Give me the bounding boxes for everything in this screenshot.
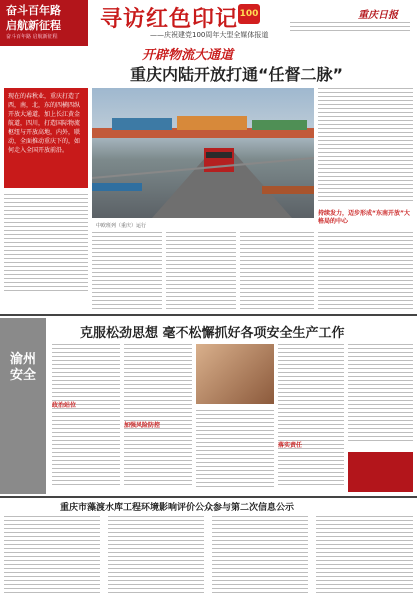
photo-caption: 中欧班列（重庆）运行 xyxy=(96,223,147,229)
slogan-line1: 奋斗百年路 xyxy=(6,4,61,17)
slogan-line2: 启航新征程 xyxy=(6,19,61,32)
slogan-sub: 奋斗百年路 启航新征程 xyxy=(6,34,58,40)
article1-kicker: 开辟物流大通道 xyxy=(142,48,234,63)
article1-left-column xyxy=(4,194,88,294)
bottom-col-1 xyxy=(4,516,100,596)
section-divider xyxy=(0,314,417,316)
section2-headline: 克服松劲思想 毫不松懈抓好各项安全生产工作 xyxy=(80,326,345,341)
article1-right-column xyxy=(318,88,413,204)
article1-col-b xyxy=(166,232,236,312)
pull-quote: 持续发力，迈步形成“东南开放”大格局的中心 xyxy=(318,210,410,225)
photo-illustration xyxy=(92,88,314,218)
section-divider-2 xyxy=(0,496,417,498)
masthead-info xyxy=(290,22,410,34)
section2-subhead-3: 落实责任 xyxy=(278,442,303,449)
paper-name: 重庆日报 xyxy=(358,10,398,21)
series-sub: ——庆祝建党100周年大型全媒体报道 xyxy=(150,31,269,39)
section2-ad xyxy=(348,452,413,492)
section2-label: 渝州安全 xyxy=(9,352,36,383)
photo-freight-yard xyxy=(92,88,314,218)
section2-col-4 xyxy=(278,344,344,488)
section2-col-2 xyxy=(124,344,192,488)
section2-col-3 xyxy=(196,410,274,490)
section2-subhead-1: 政治站位 xyxy=(52,402,77,409)
badge-100 xyxy=(238,4,260,24)
section2-subhead-2: 加强风险防控 xyxy=(124,422,161,429)
intro-text: 现在的春秋业，重庆打造了西，南，北，东的四横四纵开放大通道，加上长江黄金航道，四川，打造国际物流枢纽与开放高地，内外，联动，全面推动重庆下的，如何走入全国开放前沿。 xyxy=(8,93,81,154)
intro-box xyxy=(4,88,88,188)
slogan-block xyxy=(0,0,88,46)
series-title: 寻访红色印记 xyxy=(100,6,239,32)
bottom-col-3 xyxy=(212,516,308,596)
bottom-col-2 xyxy=(108,516,204,596)
article1-col-d xyxy=(318,232,413,312)
article1-col-a xyxy=(92,232,162,312)
section2-col-5 xyxy=(348,344,413,444)
article1-col-c xyxy=(240,232,314,312)
bottom-headline: 重庆市藻渡水库工程环境影响评价公众参与第二次信息公示 xyxy=(60,503,295,513)
bottom-col-4 xyxy=(316,516,413,596)
article1-headline: 重庆内陆开放打通“任督二脉” xyxy=(130,65,344,84)
section2-col-1 xyxy=(52,344,120,488)
section2-sidebar xyxy=(0,318,46,494)
section2-photo xyxy=(196,344,274,404)
badge-100-text: 100 xyxy=(239,9,259,19)
